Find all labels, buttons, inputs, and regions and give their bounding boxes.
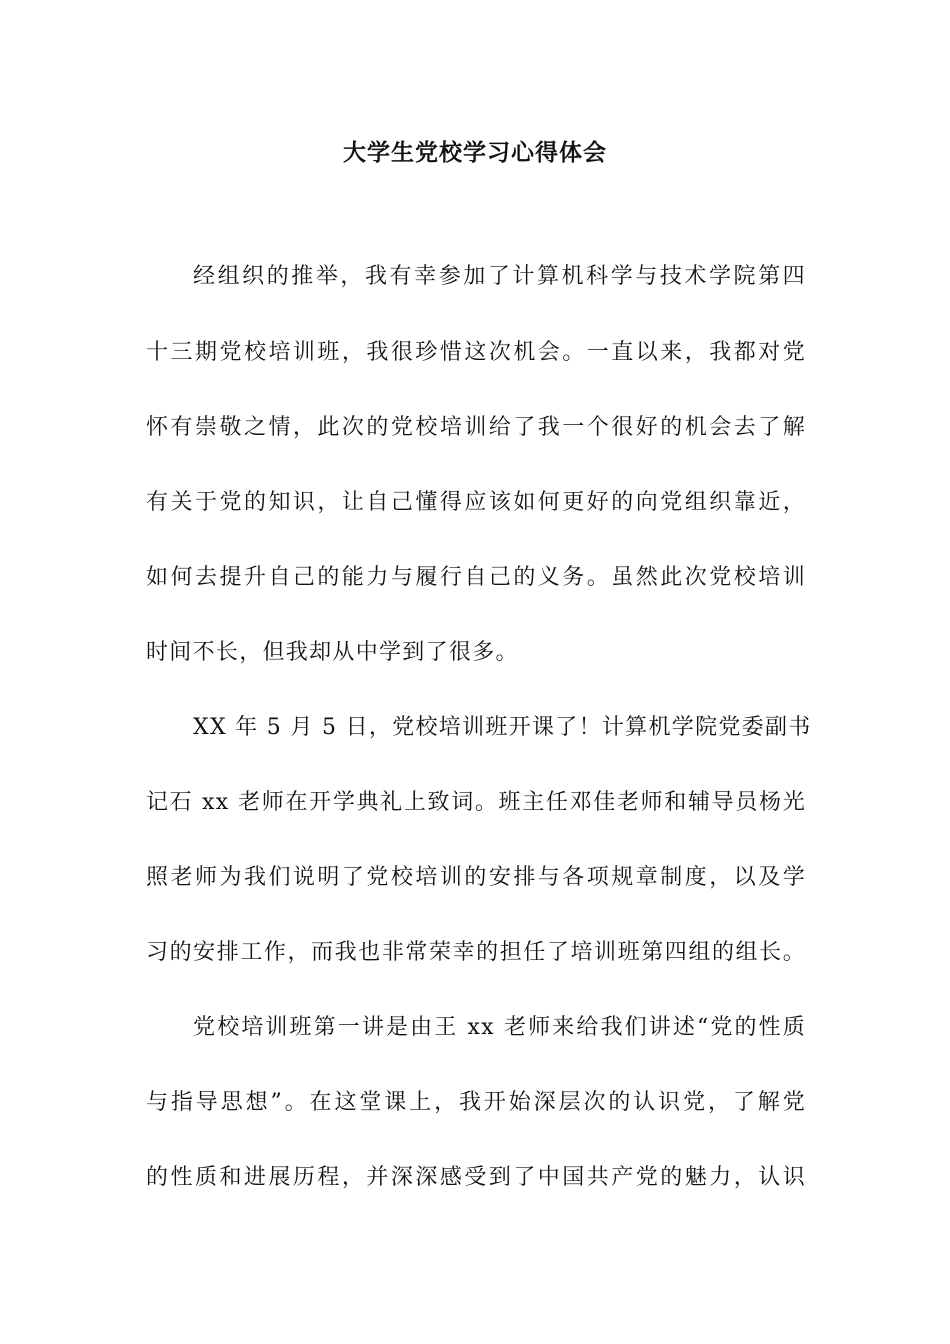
paragraph-line: 经组织的推举，我有幸参加了计算机科学与技术学院第四 (193, 264, 806, 289)
paragraph-line: 习的安排工作，而我也非常荣幸的担任了培训班第四组的组长。 (146, 940, 806, 965)
paragraph-line: XX 年 5 月 5 日，党校培训班开课了！计算机学院党委副书 (193, 715, 812, 740)
paragraph-line: 时间不长，但我却从中学到了很多。 (146, 640, 519, 665)
paragraph-line: 记石 xx 老师在开学典礼上致词。班主任邓佳老师和辅导员杨光 (146, 790, 806, 815)
paragraph-line: 十三期党校培训班，我很珍惜这次机会。一直以来，我都对党 (146, 340, 806, 365)
paragraph-line: 有关于党的知识，让自己懂得应该如何更好的向党组织靠近， (146, 490, 806, 515)
paragraph-line: 如何去提升自己的能力与履行自己的义务。虽然此次党校培训 (146, 565, 806, 590)
document-title: 大学生党校学习心得体会 (343, 139, 607, 166)
paragraph-line: 党校培训班第一讲是由王 xx 老师来给我们讲述“党的性质 (193, 1015, 806, 1040)
paragraph-line: 照老师为我们说明了党校培训的安排与各项规章制度，以及学 (146, 865, 806, 890)
paragraph-line: 与指导思想”。在这堂课上，我开始深层次的认识党，了解党 (146, 1090, 806, 1115)
paragraph-line: 的性质和进展历程，并深深感受到了中国共产党的魅力，认识 (146, 1165, 806, 1190)
paragraph-line: 怀有崇敬之情，此次的党校培训给了我一个很好的机会去了解 (146, 415, 806, 440)
